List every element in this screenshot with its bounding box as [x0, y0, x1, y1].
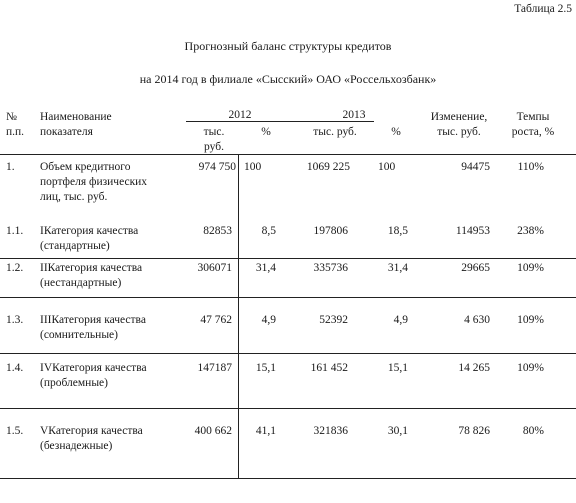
row-change: 114953: [455, 225, 490, 237]
row-change: 94475: [461, 161, 490, 173]
row-2012-pct: 15,1: [255, 362, 276, 374]
row-num: 1.1.: [6, 225, 24, 237]
header-bottom-rule: [0, 154, 576, 155]
row-name: IIIКатегория качества (сомнительные): [40, 314, 146, 341]
row-change: 4 630: [464, 314, 490, 326]
row-2012-amount: 400 662: [194, 425, 232, 437]
row-change: 78 826: [458, 425, 490, 437]
row-rule-4-5: [0, 408, 576, 409]
row-name: VКатегория качества (безнадежные): [40, 425, 143, 452]
table-bottom-rule: [0, 478, 576, 479]
row-num: 1.5.: [6, 425, 24, 437]
row-rule-3-4: [0, 353, 576, 354]
row-name: IVКатегория качества (проблемные): [40, 362, 147, 389]
row-change: 14 265: [458, 362, 490, 374]
row-2012-pct: 8,5: [261, 225, 276, 237]
row-growth: 109%: [517, 262, 544, 274]
row-growth: 109%: [517, 314, 544, 326]
row-2012-amount: 147187: [197, 362, 232, 374]
row-name: IIКатегория качества (нестандартные): [40, 262, 143, 289]
header-year-2012: 2012: [228, 109, 252, 121]
row-2012-amount: 47 762: [200, 314, 232, 326]
header-growth: Темпы роста, %: [511, 111, 555, 138]
row-growth: 80%: [522, 425, 544, 437]
row-2013-amount: 335736: [313, 262, 348, 274]
table-number: Таблица 2.5: [514, 3, 572, 15]
table-title-line1: Прогнозный баланс структуры кредитов: [184, 39, 392, 53]
row-2013-amount: 197806: [313, 225, 348, 237]
row-growth: 110%: [517, 161, 544, 173]
row-2012-amount: 82853: [203, 225, 232, 237]
row-2013-amount: 321836: [313, 425, 348, 437]
row-2013-pct: 100: [378, 161, 396, 173]
row-num: 1.: [6, 161, 15, 173]
header-year-2013: 2013: [342, 109, 366, 121]
header-2012-amount: тыс. руб.: [203, 126, 225, 153]
row-name: IКатегория качества (стандартные): [40, 225, 139, 252]
row-num: 1.2.: [6, 262, 24, 274]
row-name: Объем кредитного портфеля физических лиц, тыс. руб.: [40, 161, 148, 203]
row-2013-pct: 18,5: [387, 225, 408, 237]
row-num: 1.4.: [6, 362, 24, 374]
row-rule-1-2: [0, 258, 576, 259]
header-2013-pct: %: [391, 126, 401, 138]
row-num: 1.3.: [6, 314, 24, 326]
column-divider-2012-2013: [238, 154, 239, 478]
row-2012-pct: 100: [244, 161, 262, 173]
row-2012-pct: 31,4: [255, 262, 276, 274]
row-2013-pct: 30,1: [387, 425, 408, 437]
header-name: Наименование показателя: [40, 111, 112, 138]
row-2013-pct: 15,1: [387, 362, 408, 374]
header-2013-amount: тыс. руб.: [313, 126, 357, 138]
header-2012-pct: %: [261, 126, 271, 138]
row-2013-pct: 31,4: [387, 262, 408, 274]
row-change: 29665: [461, 262, 490, 274]
row-2013-amount: 1069 225: [306, 161, 350, 173]
row-2013-amount: 161 452: [310, 362, 348, 374]
row-2012-amount: 306071: [197, 262, 232, 274]
row-2013-pct: 4,9: [393, 314, 408, 326]
header-change: Изменение, тыс. руб.: [430, 111, 488, 138]
header-num: № п.п.: [6, 111, 25, 138]
row-2012-pct: 41,1: [255, 425, 276, 437]
table-title-line2: на 2014 год в филиале «Сысский» ОАО «Россельхозбанк»: [139, 72, 437, 86]
row-growth: 238%: [517, 225, 544, 237]
row-rule-2-3: [0, 297, 576, 298]
row-2012-amount: 974 750: [198, 161, 236, 173]
row-2012-pct: 4,9: [261, 314, 276, 326]
row-growth: 109%: [517, 362, 544, 374]
row-2013-amount: 52392: [319, 314, 348, 326]
